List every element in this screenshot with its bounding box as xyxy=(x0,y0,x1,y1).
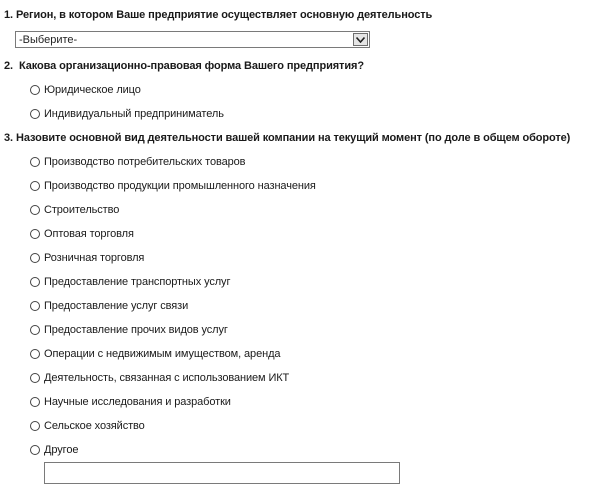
radio-label: Предоставление прочих видов услуг xyxy=(44,324,228,336)
radio-option-construction[interactable] xyxy=(30,203,119,217)
radio-button[interactable] xyxy=(30,301,40,311)
radio-option-agriculture[interactable] xyxy=(30,419,145,433)
radio-button[interactable] xyxy=(30,157,40,167)
question-2-text: Какова организационно-правовая форма Вашего предприятия? xyxy=(18,60,364,72)
radio-option-real-estate[interactable] xyxy=(30,347,280,361)
radio-button[interactable] xyxy=(30,445,40,455)
radio-button[interactable] xyxy=(30,421,40,431)
other-activity-input[interactable] xyxy=(44,462,400,484)
radio-button[interactable] xyxy=(30,397,40,407)
radio-button[interactable] xyxy=(30,373,40,383)
radio-button[interactable] xyxy=(30,229,40,239)
radio-option-individual-entrepreneur[interactable] xyxy=(30,107,224,121)
question-1-number: 1. xyxy=(4,9,13,21)
radio-label: Производство продукции промышленного назначения xyxy=(44,180,316,192)
radio-label: Деятельность, связанная с использованием ИКТ xyxy=(44,372,290,384)
radio-label: Строительство xyxy=(44,204,120,216)
radio-option-wholesale[interactable] xyxy=(30,227,134,241)
radio-button[interactable] xyxy=(30,181,40,191)
radio-button[interactable] xyxy=(30,85,40,95)
radio-label: Розничная торговля xyxy=(44,252,145,264)
radio-option-industrial-production[interactable] xyxy=(30,179,316,193)
radio-option-retail[interactable] xyxy=(30,251,144,265)
radio-option-research[interactable] xyxy=(30,395,231,409)
radio-label: Индивидуальный предприниматель xyxy=(44,108,224,120)
select-dropdown-button[interactable] xyxy=(353,33,368,46)
question-3-number: 3. xyxy=(4,132,13,144)
radio-option-communication-services[interactable] xyxy=(30,299,188,313)
radio-option-consumer-goods[interactable] xyxy=(30,155,245,169)
radio-label: Оптовая торговля xyxy=(44,228,134,240)
radio-button[interactable] xyxy=(30,253,40,263)
radio-button[interactable] xyxy=(30,109,40,119)
region-select-value: -Выберите- xyxy=(19,34,78,46)
radio-button[interactable] xyxy=(30,277,40,287)
chevron-down-icon xyxy=(356,37,365,43)
question-3-title xyxy=(4,131,570,145)
question-1-text: Регион, в котором Ваше предприятие осуществляет основную деятельность xyxy=(15,9,433,21)
radio-button[interactable] xyxy=(30,325,40,335)
radio-button[interactable] xyxy=(30,349,40,359)
radio-option-other[interactable] xyxy=(30,443,78,457)
radio-button[interactable] xyxy=(30,205,40,215)
radio-label: Юридическое лицо xyxy=(44,84,141,96)
radio-label: Операции с недвижимым имуществом, аренда xyxy=(44,348,281,360)
radio-label: Предоставление услуг связи xyxy=(44,300,189,312)
radio-label: Предоставление транспортных услуг xyxy=(44,276,231,288)
radio-option-transport-services[interactable] xyxy=(30,275,230,289)
region-select[interactable] xyxy=(15,31,370,48)
radio-option-ict[interactable] xyxy=(30,371,289,385)
radio-label: Сельское хозяйство xyxy=(44,420,145,432)
radio-label: Другое xyxy=(44,444,79,456)
radio-option-other-services[interactable] xyxy=(30,323,228,337)
question-2-title xyxy=(4,59,364,73)
question-1-title xyxy=(4,8,432,22)
radio-label: Научные исследования и разработки xyxy=(44,396,231,408)
question-2-number: 2. xyxy=(4,60,13,72)
radio-option-legal-entity[interactable] xyxy=(30,83,141,97)
question-3-text: Назовите основной вид деятельности вашей компании на текущий момент (по доле в общем обороте) xyxy=(15,132,571,144)
radio-label: Производство потребительских товаров xyxy=(44,156,246,168)
